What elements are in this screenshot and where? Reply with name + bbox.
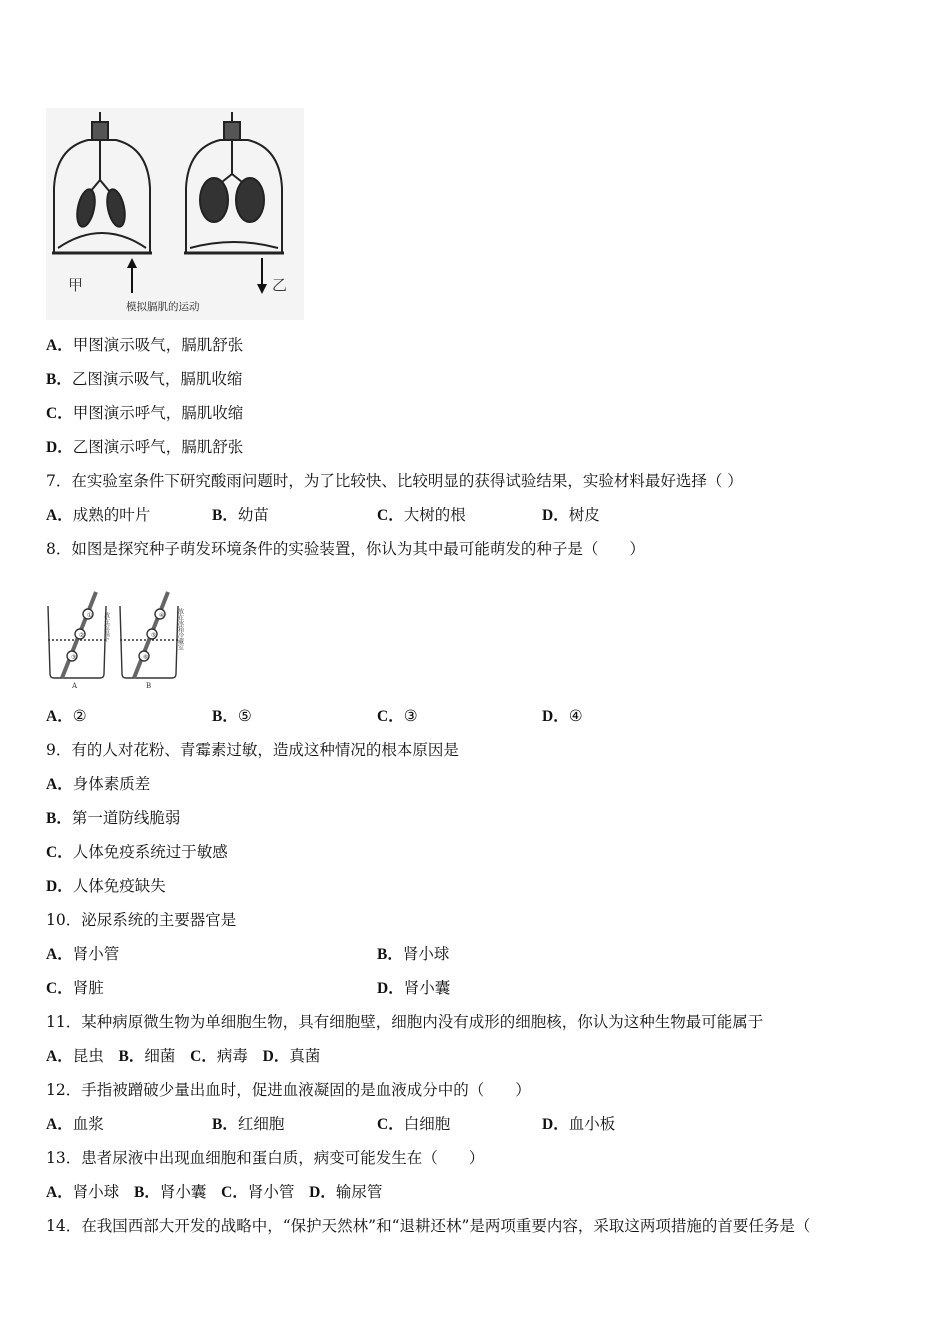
q8-option-c[interactable]: C．③ — [377, 707, 418, 725]
q11-option-d[interactable]: D．真菌 — [262, 1047, 321, 1065]
svg-text:放在冰箱冷藏室: 放在冰箱冷藏室 — [176, 608, 184, 650]
q11-option-b[interactable]: B．细菌 — [118, 1047, 176, 1065]
q8-option-d[interactable]: D．④ — [542, 707, 583, 725]
q11-options — [46, 1046, 320, 1067]
q13-option-a[interactable]: A．肾小球 — [46, 1183, 120, 1201]
figure-caption: 模拟膈肌的运动 — [126, 301, 200, 313]
q12-option-a[interactable]: A．血浆 — [46, 1115, 104, 1133]
q13-options — [46, 1182, 382, 1203]
q9-option-d[interactable]: D．人体免疫缺失 — [46, 877, 166, 895]
q14-stem: 14．在我国西部大开发的战略中，“保护天然林”和“退耕还林”是两项重要内容，采取这两项措施的首要任务是（ — [46, 1217, 811, 1235]
q10-option-c[interactable]: C．肾脏 — [46, 979, 104, 997]
q9-option-b[interactable]: B．第一道防线脆弱 — [46, 809, 181, 827]
q6-option-d[interactable]: D．乙图演示呼气，膈肌舒张 — [46, 438, 244, 456]
q13-option-c[interactable]: C．肾小管 — [221, 1183, 295, 1201]
q8-option-a[interactable]: A．② — [46, 707, 87, 725]
q7-option-d[interactable]: D．树皮 — [542, 506, 600, 524]
svg-text:⑥: ⑥ — [143, 654, 149, 661]
q6-option-b[interactable]: B．乙图演示吸气，膈肌收缩 — [46, 370, 243, 388]
svg-text:③: ③ — [71, 654, 77, 661]
q11-option-c[interactable]: C．病毒 — [190, 1047, 248, 1065]
beaker-a — [48, 592, 106, 678]
q10-option-a[interactable]: A．肾小管 — [46, 945, 120, 963]
svg-text:放在室温下: 放在室温下 — [102, 612, 110, 642]
label-jia: 甲 — [68, 276, 84, 294]
q12-option-b[interactable]: B．红细胞 — [212, 1115, 285, 1133]
q13-stem: 13．患者尿液中出现血细胞和蛋白质，病变可能发生在（ ） — [46, 1149, 485, 1167]
q10-stem: 10．泌尿系统的主要器官是 — [46, 911, 237, 929]
svg-text:A: A — [72, 682, 78, 690]
q8-option-b[interactable]: B．⑤ — [212, 707, 252, 725]
q6-option-c[interactable]: C．甲图演示呼气，膈肌收缩 — [46, 404, 244, 422]
svg-text:②: ② — [79, 632, 85, 639]
svg-text:B: B — [146, 682, 152, 690]
q6-option-a[interactable]: A．甲图演示吸气，膈肌舒张 — [46, 336, 244, 354]
q9-option-a[interactable]: A．身体素质差 — [46, 775, 151, 793]
q7-stem: 7．在实验室条件下研究酸雨问题时，为了比较快、比较明显的获得试验结果，实验材料最好选择（ ） — [46, 472, 743, 490]
label-yi: 乙 — [272, 276, 288, 294]
beaker-b — [120, 592, 178, 678]
q10-option-d[interactable]: D．肾小囊 — [377, 979, 451, 997]
q10-option-b[interactable]: B．肾小球 — [377, 945, 450, 963]
svg-text:⑤: ⑤ — [151, 632, 157, 639]
q7-option-c[interactable]: C．大树的根 — [377, 506, 466, 524]
q11-option-a[interactable]: A．昆虫 — [46, 1047, 104, 1065]
q13-option-d[interactable]: D．输尿管 — [309, 1183, 383, 1201]
q7-option-a[interactable]: A．成熟的叶片 — [46, 506, 151, 524]
q13-option-b[interactable]: B．肾小囊 — [134, 1183, 207, 1201]
svg-text:①: ① — [87, 612, 93, 619]
q9-stem: 9．有的人对花粉、青霉素过敏，造成这种情况的根本原因是 — [46, 741, 459, 759]
q7-option-b[interactable]: B．幼苗 — [212, 506, 269, 524]
q11-stem: 11．某种病原微生物为单细胞生物，具有细胞壁，细胞内没有成形的细胞核，你认为这种生物最可能属于 — [46, 1013, 764, 1031]
q8-stem: 8．如图是探究种子萌发环境条件的实验装置，你认为其中最可能萌发的种子是（ ） — [46, 540, 645, 558]
seed-germination-figure — [44, 582, 196, 690]
q9-option-c[interactable]: C．人体免疫系统过于敏感 — [46, 843, 228, 861]
q12-option-d[interactable]: D．血小板 — [542, 1115, 616, 1133]
q12-stem: 12．手指被蹭破少量出血时，促进血液凝固的是血液成分中的（ ） — [46, 1081, 531, 1099]
q12-option-c[interactable]: C．白细胞 — [377, 1115, 451, 1133]
svg-text:④: ④ — [159, 612, 165, 619]
diaphragm-model-figure — [46, 108, 304, 320]
